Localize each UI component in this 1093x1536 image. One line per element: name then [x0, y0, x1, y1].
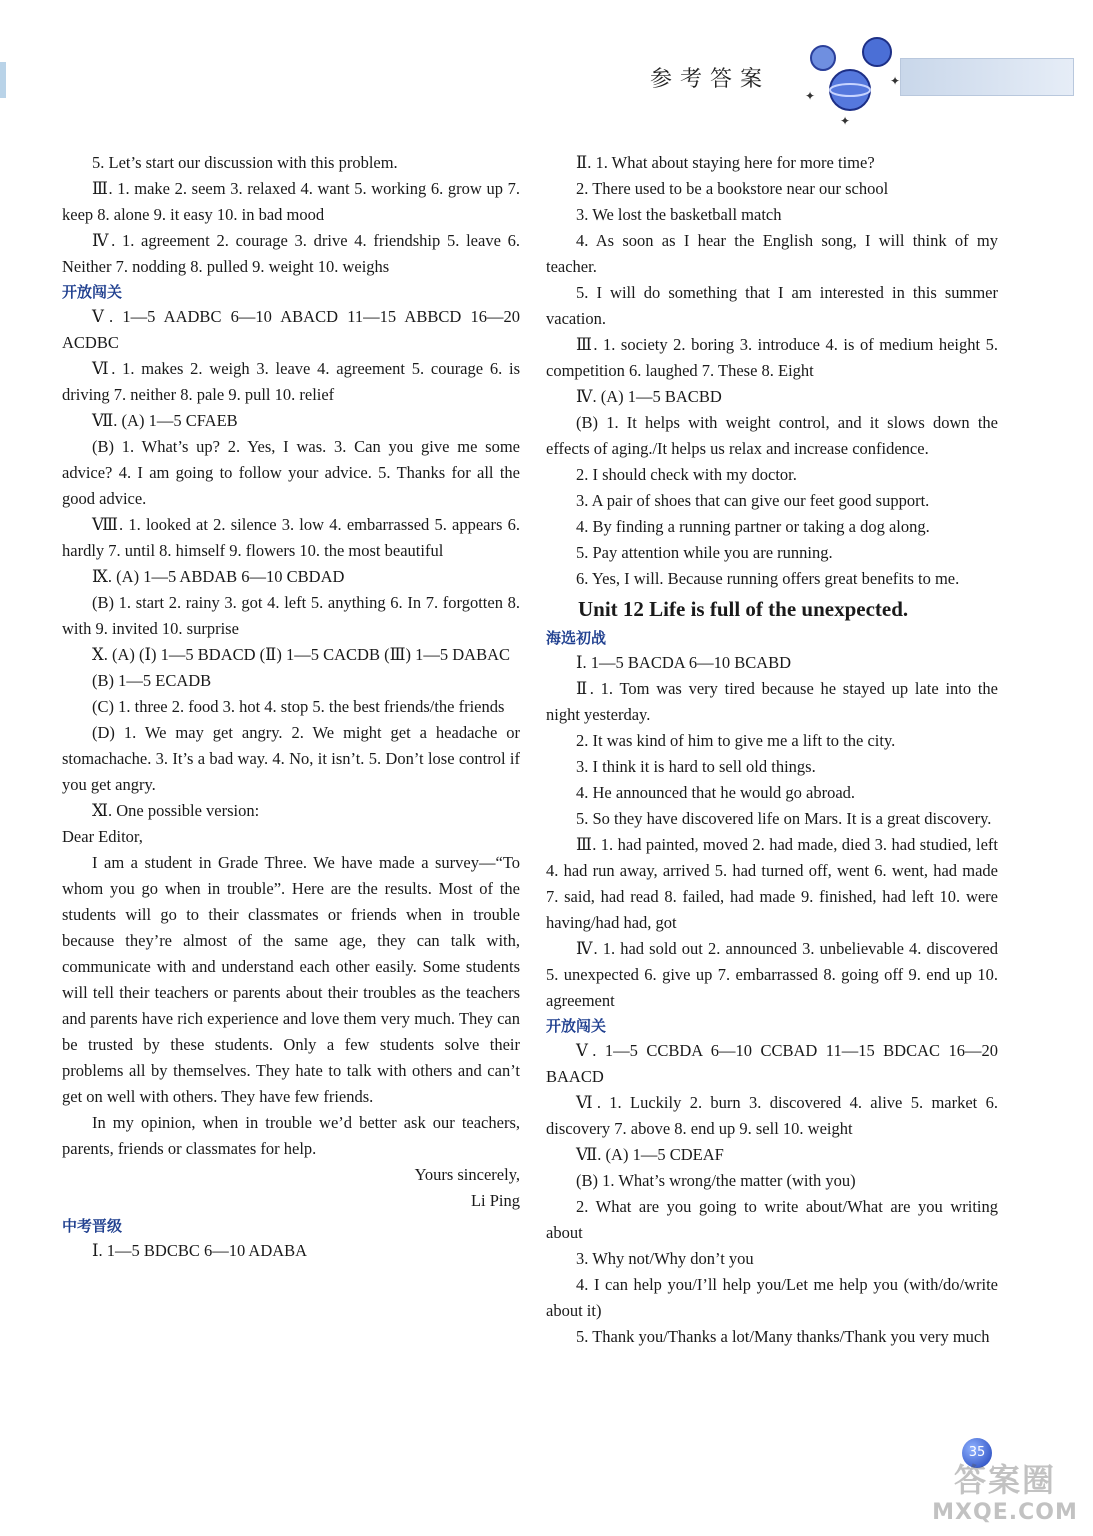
answer-line: 4. He announced that he would go abroad. — [576, 783, 856, 802]
watermark-logo — [925, 1460, 1085, 1532]
answer-line: Ⅷ. 1. looked at 2. silence 3. low 4. embarrassed 5. appears 6. hardly 7. until 8. himself 9. flowers 10. the most beautiful — [62, 515, 520, 560]
answer-line: (B) 1. start 2. rainy 3. got 4. left 5. anything 6. In 7. forgotten 8. with 9. invited 10. surprise — [62, 593, 520, 638]
watermark-text: 答案圈 — [953, 1461, 1056, 1499]
answer-line: 4. I can help you/I’ll help you/Let me help you (with/do/write about it) — [546, 1275, 998, 1320]
answer-line: Ⅳ. (A) 1—5 BACBD — [576, 387, 722, 406]
left-column — [62, 150, 520, 1264]
answer-line: 2. It was kind of him to give me a lift to the city. — [576, 731, 896, 750]
answer-line: 2. There used to be a bookstore near our school — [576, 179, 889, 198]
planets-icon — [795, 30, 905, 130]
answer-line: In my opinion, when in trouble we’d better ask our teachers, parents, friends or classmates for help. — [62, 1113, 520, 1158]
answer-line: 5. So they have discovered life on Mars. It is a great discovery. — [576, 809, 992, 828]
answer-line: 5. Thank you/Thanks a lot/Many thanks/Thank you very much — [576, 1327, 990, 1346]
svg-text:✦: ✦ — [840, 114, 851, 128]
answer-line: (B) 1. What’s up? 2. Yes, I was. 3. Can you give me some advice? 4. I am going to follow your advice. 5. Thanks for all the good advice. — [62, 437, 520, 508]
answer-line: Ⅴ. 1—5 AADBC 6—10 ABACD 11—15 ABBCD 16—20 ACDBC — [62, 307, 520, 352]
answer-line: Ⅺ. One possible version: — [92, 801, 260, 820]
answer-line: Ⅹ. (A) (Ⅰ) 1—5 BDACD (Ⅱ) 1—5 CACDB (Ⅲ) 1—5 DABAC — [92, 645, 511, 664]
answer-line: Ⅰ. 1—5 BDCBC 6—10 ADABA — [92, 1241, 308, 1260]
svg-text:✦: ✦ — [805, 89, 816, 103]
answer-line: 5. Pay attention while you are running. — [576, 543, 833, 562]
letter-signature: Li Ping — [470, 1191, 520, 1210]
answer-line: Ⅵ. 1. makes 2. weigh 3. leave 4. agreement 5. courage 6. is driving 7. neither 8. pale 9. pull 10. relief — [62, 359, 520, 404]
edge-marker — [0, 62, 6, 98]
answer-line: 5. Let’s start our discussion with this problem. — [92, 153, 398, 172]
answer-line: Ⅲ. 1. society 2. boring 3. introduce 4. is of medium height 5. competition 6. laughed 7. These 8. Eight — [546, 335, 998, 380]
answer-line: Ⅵ. 1. Luckily 2. burn 3. discovered 4. alive 5. market 6. discovery 7. above 8. end up 9. sell 10. weight — [546, 1093, 998, 1138]
section-heading: 开放闯关 — [62, 283, 123, 301]
answer-line: 3. We lost the basketball match — [576, 205, 782, 224]
answer-line: 5. I will do something that I am interested in this summer vacation. — [546, 283, 998, 328]
answer-line: 6. Yes, I will. Because running offers great benefits to me. — [576, 569, 960, 588]
answer-line: Ⅲ. 1. make 2. seem 3. relaxed 4. want 5. working 6. grow up 7. keep 8. alone 9. it easy 10. in bad mood — [62, 179, 520, 224]
answer-line: Ⅳ. 1. agreement 2. courage 3. drive 4. friendship 5. leave 6. Neither 7. nodding 8. pulled 9. weight 10. weighs — [62, 231, 520, 276]
answer-line: (D) 1. We may get angry. 2. We might get a headache or stomachache. 3. It’s a bad way. 4. No, it isn’t. 5. Don’t lose control if you get angry. — [62, 723, 520, 794]
answer-line: (C) 1. three 2. food 3. hot 4. stop 5. the best friends/the friends — [92, 697, 505, 716]
answer-line: Ⅸ. (A) 1—5 ABDAB 6—10 CBDAD — [92, 567, 345, 586]
letter-signature: Yours sincerely, — [414, 1165, 520, 1184]
answer-line: Dear Editor, — [62, 827, 143, 846]
answer-line: Ⅳ. 1. had sold out 2. announced 3. unbelievable 4. discovered 5. unexpected 6. give up 7. embarrassed 8. going off 9. end up 10. agreement — [546, 939, 998, 1010]
section-title: 参考答案 — [650, 67, 771, 92]
page-number-badge: 35 — [962, 1438, 992, 1468]
answer-line: (B) 1. It helps with weight control, and it slows down the effects of aging./It helps us relax and increase confidence. — [546, 413, 998, 458]
answer-line: Ⅱ. 1. What about staying here for more time? — [576, 153, 875, 172]
answer-line: 3. Why not/Why don’t you — [576, 1249, 754, 1268]
svg-text:✦: ✦ — [890, 74, 901, 88]
section-heading: 海选初战 — [546, 629, 607, 647]
answer-line: Ⅶ. (A) 1—5 CDEAF — [576, 1145, 724, 1164]
answer-line: 2. What are you going to write about/What are you writing about — [546, 1197, 998, 1242]
answer-line: 4. As soon as I hear the English song, I will think of my teacher. — [546, 231, 998, 276]
answer-line: 4. By finding a running partner or taking a dog along. — [576, 517, 930, 536]
section-heading: 中考晋级 — [62, 1217, 123, 1235]
answer-line: I am a student in Grade Three. We have made a survey—“To whom you go when in trouble”. Here are the results. Most of the students will go to their classmates or friends when in trouble because they’re almost of the same age, they can talk with, communicate with and understand each other easily. Some students will tell their teachers or parents about their troubles as the teachers and parents have rich experience and love them very much. They can be trusted by these students. Only a few students solve their problems all by themselves. They hate to talk with others and can’t get on well with others. They have few friends. — [62, 853, 520, 1106]
answer-line: Ⅱ. 1. Tom was very tired because he stayed up late into the night yesterday. — [546, 679, 998, 724]
answer-line: 3. I think it is hard to sell old things. — [576, 757, 816, 776]
header-band — [900, 58, 1074, 96]
answer-line: 2. I should check with my doctor. — [576, 465, 797, 484]
watermark-url: MXQE.COM — [932, 1500, 1078, 1525]
answer-line: (B) 1—5 ECADB — [92, 671, 212, 690]
answer-line: Ⅶ. (A) 1—5 CFAEB — [92, 411, 238, 430]
answer-line: 3. A pair of shoes that can give our feet good support. — [576, 491, 930, 510]
answer-line: (B) 1. What’s wrong/the matter (with you) — [576, 1171, 856, 1190]
section-heading: 开放闯关 — [546, 1017, 607, 1035]
page-header — [0, 0, 1093, 150]
unit-title: Unit 12 Life is full of the unexpected. — [578, 597, 909, 621]
answer-line: Ⅰ. 1—5 BACDA 6—10 BCABD — [576, 653, 792, 672]
answer-line: Ⅴ. 1—5 CCBDA 6—10 CCBAD 11—15 BDCAC 16—20 BAACD — [546, 1041, 998, 1086]
right-column — [546, 150, 998, 1350]
answer-line: Ⅲ. 1. had painted, moved 2. had made, died 3. had studied, left 4. had run away, arrived 5. had turned off, went 6. went, had made 7. said, had read 8. failed, had made 9. finished, had left 10. were having/had had, got — [546, 835, 998, 932]
